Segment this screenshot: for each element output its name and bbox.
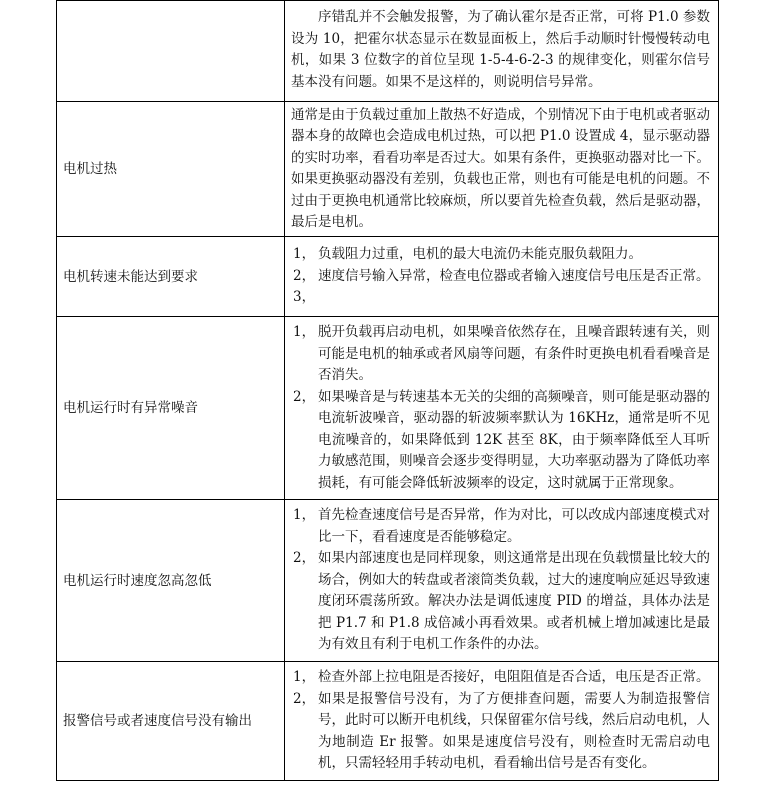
step-text: 检查外部上拉电阻是否接好，电阻阻值是否合适，电压是否正常。 [318,669,710,686]
step-list [285,667,718,775]
detail-cell [285,317,719,500]
list-item [285,505,710,548]
fault-cell: 电机运行时速度忽高忽低 [57,500,285,662]
step-text: 如果内部速度也是同样现象，则这通常是出现在负载惯量比较大的场合，例如大的转盘或者滚筒类负载，过大的速度响应延迟导致速度闭环震荡所致。解决办法是调低速度 PID 的增益，具体办法是把 P1.7 和 P1.8 成倍减小再看效果。或者机械上增加减速比是最为有效且有利于电机工作条件的办法。 [318,550,710,653]
detail-cell [285,662,719,781]
table-row [57,500,719,662]
detail-cell [285,102,719,237]
list-item [285,287,710,309]
step-text: 速度信号输入异常，检查电位器或者输入速度信号电压是否正常。 [318,267,710,284]
step-number: 1， [293,246,316,263]
step-number: 2， [293,388,316,405]
fault-cell: 电机过热 [57,102,285,237]
step-list [285,244,718,309]
detail-cell [285,500,719,662]
step-text: 如果是报警信号没有，为了方便排查问题，需要人为制造报警信号，此时可以断开电机线，只保留霍尔信号线，然后启动电机，人为地制造 Er 报警。如果是速度信号没有，则检查时无需启动电机，只需轻轻用手转动电机，看看输出信号是否有变化。 [318,690,710,772]
table-row [57,1,719,102]
step-list [285,322,718,494]
step-number: 3， [293,289,316,306]
table-row [57,102,719,237]
table-row [57,662,719,781]
list-item [285,387,710,495]
step-number: 2， [293,550,316,567]
list-item [285,322,710,387]
detail-paragraph: 序错乱并不会触发报警，为了确认霍尔是否正常，可将 P1.0 参数设为 10，把霍尔状态显示在数显面板上，然后手动顺时针慢慢转动电机，如果 3 位数字的首位呈现 1-5-4-6-2-3 的规律变化，则霍尔信号基本没有问题。如果不是这样的，则说明信号异常。 [291,9,710,90]
step-text: 如果噪音是与转速基本无关的尖细的高频噪音，则可能是驱动器的电流斩波噪音，驱动器的斩波频率默认为 16KHz，通常是听不见电流噪音的，如果降低到 12K 甚至 8K，由于频率降低至人耳听力敏感范围，则噪音会逐步变得明显，大功率驱动器为了降低功率损耗，有可能会降低斩波频率的设定，这时就属于正常现象。 [318,388,710,491]
list-item [285,667,710,689]
fault-cell: 报警信号或者速度信号没有输出 [57,662,285,781]
list-item [285,244,710,266]
step-text: 首先检查速度信号是否异常，作为对比，可以改成内部速度模式对比一下，看看速度是否能够稳定。 [318,507,710,545]
step-number: 2， [293,690,316,707]
detail-cell [285,237,719,317]
detail-paragraph: 通常是由于负载过重加上散热不好造成，个别情况下由于电机或者驱动器本身的故障也会造成电机过热，可以把 P1.0 设置成 4，显示驱动器的实时功率，看看功率是否过大。如果有条件，更换驱动器对比一下。如果更换驱动器没有差别，负载也正常，则也有可能是电机的问题。不过由于更换电机通常比较麻烦，所以要首先检查负载，然后是驱动器，最后是电机。 [291,106,710,230]
step-number: 1， [293,324,316,340]
list-item [285,548,710,656]
list-item [285,689,710,775]
fault-cell: 电机转速未能达到要求 [57,237,285,317]
fault-cell [57,1,285,102]
step-number: 1， [293,507,316,524]
troubleshooting-table [56,0,719,781]
step-text: 脱开负载再启动电机，如果噪音依然存在，且噪音跟转速有关，则可能是电机的轴承或者风扇等问题，有条件时更换电机看看噪音是否消失。 [318,324,710,383]
step-number: 2， [293,267,316,284]
step-list [285,505,718,656]
table-row [57,317,719,500]
list-item [285,266,710,288]
table-row [57,237,719,317]
fault-cell: 电机运行时有异常噪音 [57,317,285,500]
step-text: 负载阻力过重，电机的最大电流仍未能克服负载阻力。 [318,246,642,263]
step-number: 1， [293,669,316,686]
detail-cell [285,1,719,102]
